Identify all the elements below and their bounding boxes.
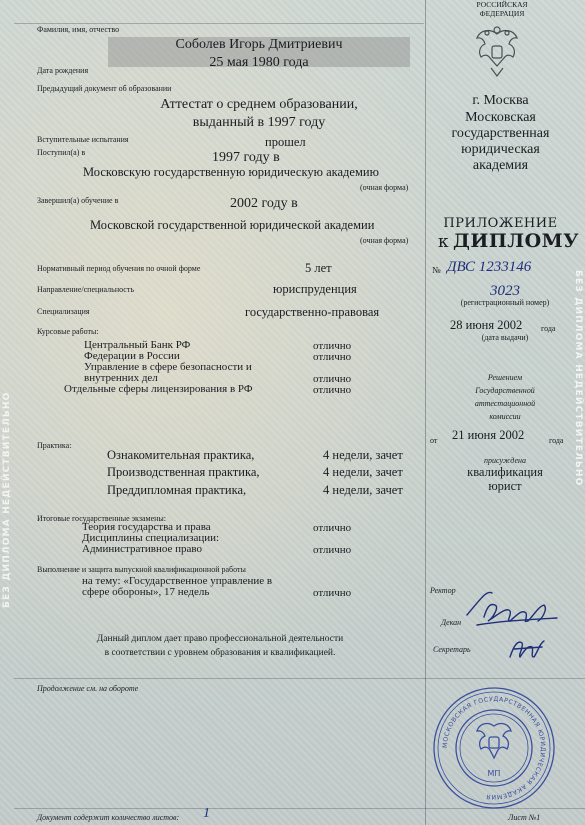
institution-line3: юридическая	[461, 142, 540, 157]
list-item-result: 4 недели, зачет	[323, 465, 403, 479]
prev-doc-label: Предыдущий документ об образовании	[37, 84, 172, 93]
list-item: Центральный Банк РФ	[84, 339, 191, 351]
prev-doc-line2: выданный в 1997 году	[192, 115, 326, 130]
list-item-grade: отлично	[313, 351, 352, 363]
specialization-label: Специализация	[37, 307, 90, 316]
top-rule	[14, 23, 424, 24]
institution-line1: Московская	[465, 110, 536, 125]
signature-icon	[462, 585, 572, 675]
official-seal-icon	[430, 684, 558, 812]
institution-line2: государственная	[451, 126, 550, 141]
registration-number: 3023	[490, 283, 520, 299]
direction-value: юриспруденция	[273, 282, 357, 296]
side-text-right: БЕЗ ДИПЛОМА НЕДЕЙСТВИТЕЛЬНО	[573, 270, 583, 487]
decision-line2: Государственной	[475, 386, 535, 395]
list-item-grade: отлично	[313, 340, 352, 352]
list-item: Теория государства и права	[82, 521, 211, 533]
seal-ring-text: МОСКОВСКАЯ ГОСУДАРСТВЕННАЯ ЮРИДИЧЕСКАЯ АКАДЕМИЯ	[441, 695, 547, 801]
rights-line2: в соответствии с уровнем образования и квалификацией.	[104, 648, 336, 658]
duration-value: 5 лет	[305, 261, 332, 275]
qualification-value: юрист	[488, 479, 522, 493]
city: г. Москва	[472, 93, 529, 108]
list-item-grade: отлично	[313, 384, 352, 396]
completed-institution: Московской государственной юридической академии	[90, 218, 375, 232]
duration-label: Нормативный период обучения по очной форме	[37, 264, 201, 273]
list-item-grade: отлично	[313, 544, 352, 556]
list-item-grade: отлично	[313, 373, 352, 385]
completed-form: (очная форма)	[360, 236, 409, 245]
enrolled-year: 1997 году в	[212, 150, 280, 165]
list-item: Ознакомительная практика,	[107, 448, 255, 462]
registration-label: (регистрационный номер)	[460, 298, 550, 307]
completed-year: 2002 году в	[230, 196, 298, 211]
entrance-exams-label: Вступительные испытания	[37, 135, 129, 144]
dean-label: Декан	[441, 618, 462, 627]
list-item: Федерации в России	[84, 350, 180, 362]
prev-doc-line1: Аттестат о среднем образовании,	[160, 97, 358, 112]
awarded-word: присуждена	[484, 456, 526, 465]
thesis-topic-line2: сфере обороны», 17 недель	[82, 586, 210, 598]
decision-line1: Решением	[487, 373, 523, 382]
decision-line3: аттестационной	[474, 399, 536, 408]
enrolled-institution: Московскую государственную юридическую академию	[83, 165, 379, 179]
list-item-result: 4 недели, зачет	[323, 448, 403, 462]
thesis-label: Выполнение и защита выпускной квалификационной работы	[37, 565, 246, 574]
issue-year-word: года	[541, 324, 556, 333]
entrance-exams-value: прошел	[265, 135, 306, 149]
continuation-note: Продолжение см. на обороте	[37, 684, 139, 693]
rector-label: Ректор	[430, 586, 456, 595]
name-label: Фамилия, имя, отчество	[37, 25, 120, 34]
list-item: Производственная практика,	[107, 465, 260, 479]
issuer-line2: ФЕДЕРАЦИЯ	[479, 9, 525, 18]
list-item: Дисциплины специализации:	[82, 532, 220, 544]
double-headed-eagle-icon	[472, 24, 522, 79]
serial-no-label: №	[432, 265, 441, 275]
list-item: Управление в сфере безопасности и	[84, 361, 252, 373]
full-name: Соболев Игорь Дмитриевич	[175, 37, 343, 52]
final-exams-label: Итоговые государственные экзамены:	[37, 514, 167, 523]
section-rule	[14, 678, 585, 679]
thesis-grade: отлично	[313, 587, 352, 599]
list-item: Административное право	[82, 543, 203, 555]
from-word: от	[430, 436, 438, 445]
practice-label: Практика:	[37, 441, 72, 450]
decision-year-word: года	[549, 436, 564, 445]
issue-date-label: (дата выдачи)	[481, 333, 529, 342]
seal-center-text: МП	[487, 769, 501, 778]
list-item: внутренних дел	[84, 372, 158, 384]
sheets-count: 1	[203, 806, 210, 821]
list-item: Отдельные сферы лицензирования в РФ	[64, 383, 253, 395]
qualification-label: квалификация	[467, 465, 543, 479]
column-divider	[425, 0, 426, 825]
thesis-topic-line1: на тему: «Государственное управление в	[82, 575, 273, 587]
sheets-label: Документ содержит количество листов:	[37, 813, 180, 822]
coursework-label: Курсовые работы:	[37, 327, 99, 336]
enrolled-label: Поступил(а) в	[37, 148, 86, 157]
completed-label: Завершил(а) обучение в	[37, 196, 119, 205]
doc-title-prefix: к	[438, 232, 450, 252]
institution-line4: академия	[472, 158, 529, 173]
direction-label: Направление/специальность	[37, 285, 134, 294]
list-item-grade: отлично	[313, 522, 352, 534]
specialization-value: государственно-правовая	[245, 305, 380, 319]
enrolled-form: (очная форма)	[360, 183, 409, 192]
issue-date: 28 июня 2002	[450, 318, 523, 332]
dob-label: Дата рождения	[37, 66, 89, 75]
doc-title-line2: ДИПЛОМУ	[453, 230, 580, 252]
secretary-label: Секретарь	[433, 645, 471, 654]
decision-date: 21 июня 2002	[452, 428, 525, 442]
serial-number: ДВС 1233146	[447, 259, 532, 275]
side-text-left: БЕЗ ДИПЛОМА НЕДЕЙСТВИТЕЛЬНО	[2, 391, 12, 608]
decision-line4: комиссии	[489, 412, 521, 421]
issuer-line1: РОССИЙСКАЯ	[476, 0, 528, 9]
sheet-number: Лист №1	[508, 813, 541, 822]
date-of-birth: 25 мая 1980 года	[209, 55, 309, 70]
rights-line1: Данный диплом дает право профессиональной деятельности	[96, 634, 344, 644]
list-item-result: 4 недели, зачет	[323, 483, 403, 497]
doc-title-line1: ПРИЛОЖЕНИЕ	[443, 216, 558, 231]
list-item: Преддипломная практика,	[107, 483, 247, 497]
